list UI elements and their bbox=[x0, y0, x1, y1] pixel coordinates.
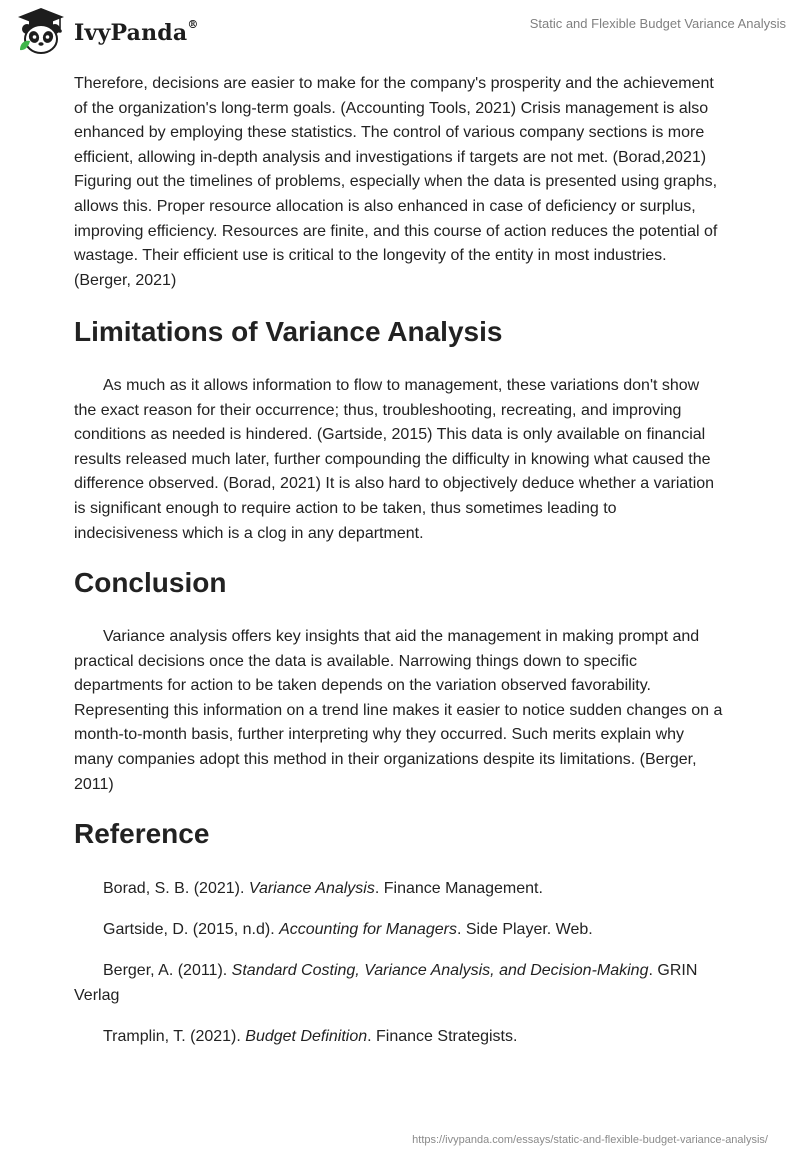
reference-item: Gartside, D. (2015, n.d). Accounting for Managers. Side Player. Web. bbox=[103, 921, 593, 939]
reference-title: Standard Costing, Variance Analysis, and Decision-Making bbox=[231, 962, 649, 980]
ivypanda-logo[interactable] bbox=[14, 6, 199, 56]
reference-title: Accounting for Managers bbox=[279, 921, 457, 939]
brand-name: IvyPanda® bbox=[74, 18, 199, 46]
reference-item: Berger, A. (2011). Standard Costing, Variance Analysis, and Decision-Making. GRIN Verlag bbox=[74, 962, 698, 1004]
source-url-link[interactable]: https://ivypanda.com/essays/static-and-flexible-budget-variance-analysis/ bbox=[412, 1134, 768, 1146]
section-heading-limitations: Limitations of Variance Analysis bbox=[74, 316, 503, 347]
section-heading-reference: Reference bbox=[74, 818, 210, 849]
reference-list bbox=[74, 877, 724, 1049]
panda-graduate-icon bbox=[14, 6, 68, 56]
page-header bbox=[14, 6, 786, 60]
section-body-conclusion: Variance analysis offers key insights that aid the management in making prompt and practical decisions once the data is available. Narrowing things down to specific departments for action to be taken depends on the variation observed favorability. Representing this information on a trend line makes it easier to notice sudden changes on a month-to-month basis, further interpreting why they occurred. Such merits explain why many companies adopt this method in their organizations despite its limitations. (Berger, 2011) bbox=[74, 628, 723, 793]
section-body-limitations: As much as it allows information to flow to management, these variations don't show the exact reason for their occurrence; thus, troubleshooting, recreating, and improving conditions as needed is hindered. (Gartside, 2015) This data is only available on financial results released much later, further compounding the difficulty in knowing what caused the difference observed. (Borad, 2021) It is also hard to objectively deduce whether a variation is significant enough to require action to be taken, thus sometimes leading to indecisiveness which is a clog in any department. bbox=[74, 377, 715, 542]
reference-item: Borad, S. B. (2021). Variance Analysis. Finance Management. bbox=[103, 880, 543, 897]
running-title: Static and Flexible Budget Variance Analysis bbox=[529, 16, 786, 31]
reference-item: Tramplin, T. (2021). Budget Definition. Finance Strategists. bbox=[103, 1027, 518, 1045]
reference-title: Budget Definition bbox=[245, 1027, 368, 1045]
section-heading-conclusion: Conclusion bbox=[74, 567, 227, 598]
reference-title: Variance Analysis bbox=[248, 880, 375, 897]
intro-paragraph: Therefore, decisions are easier to make for the company's prosperity and the achievement of the organization's long-term goals. (Accounting Tools, 2021) Crisis management is also enhanced by employing these statistics. The control of various company sections is more efficient, allowing in-depth analysis and investigations if targets are not met. (Borad,2021) Figuring out the timelines of problems, especially when the data is presented using graphs, allows this. Proper resource allocation is also enhanced in case of deficiency or surplus, improving efficiency. Resources are finite, and this course of action reduces the potential of wastage. Their efficient use is critical to the longevity of the entity in most industries. (Berger, 2021) bbox=[74, 75, 718, 289]
